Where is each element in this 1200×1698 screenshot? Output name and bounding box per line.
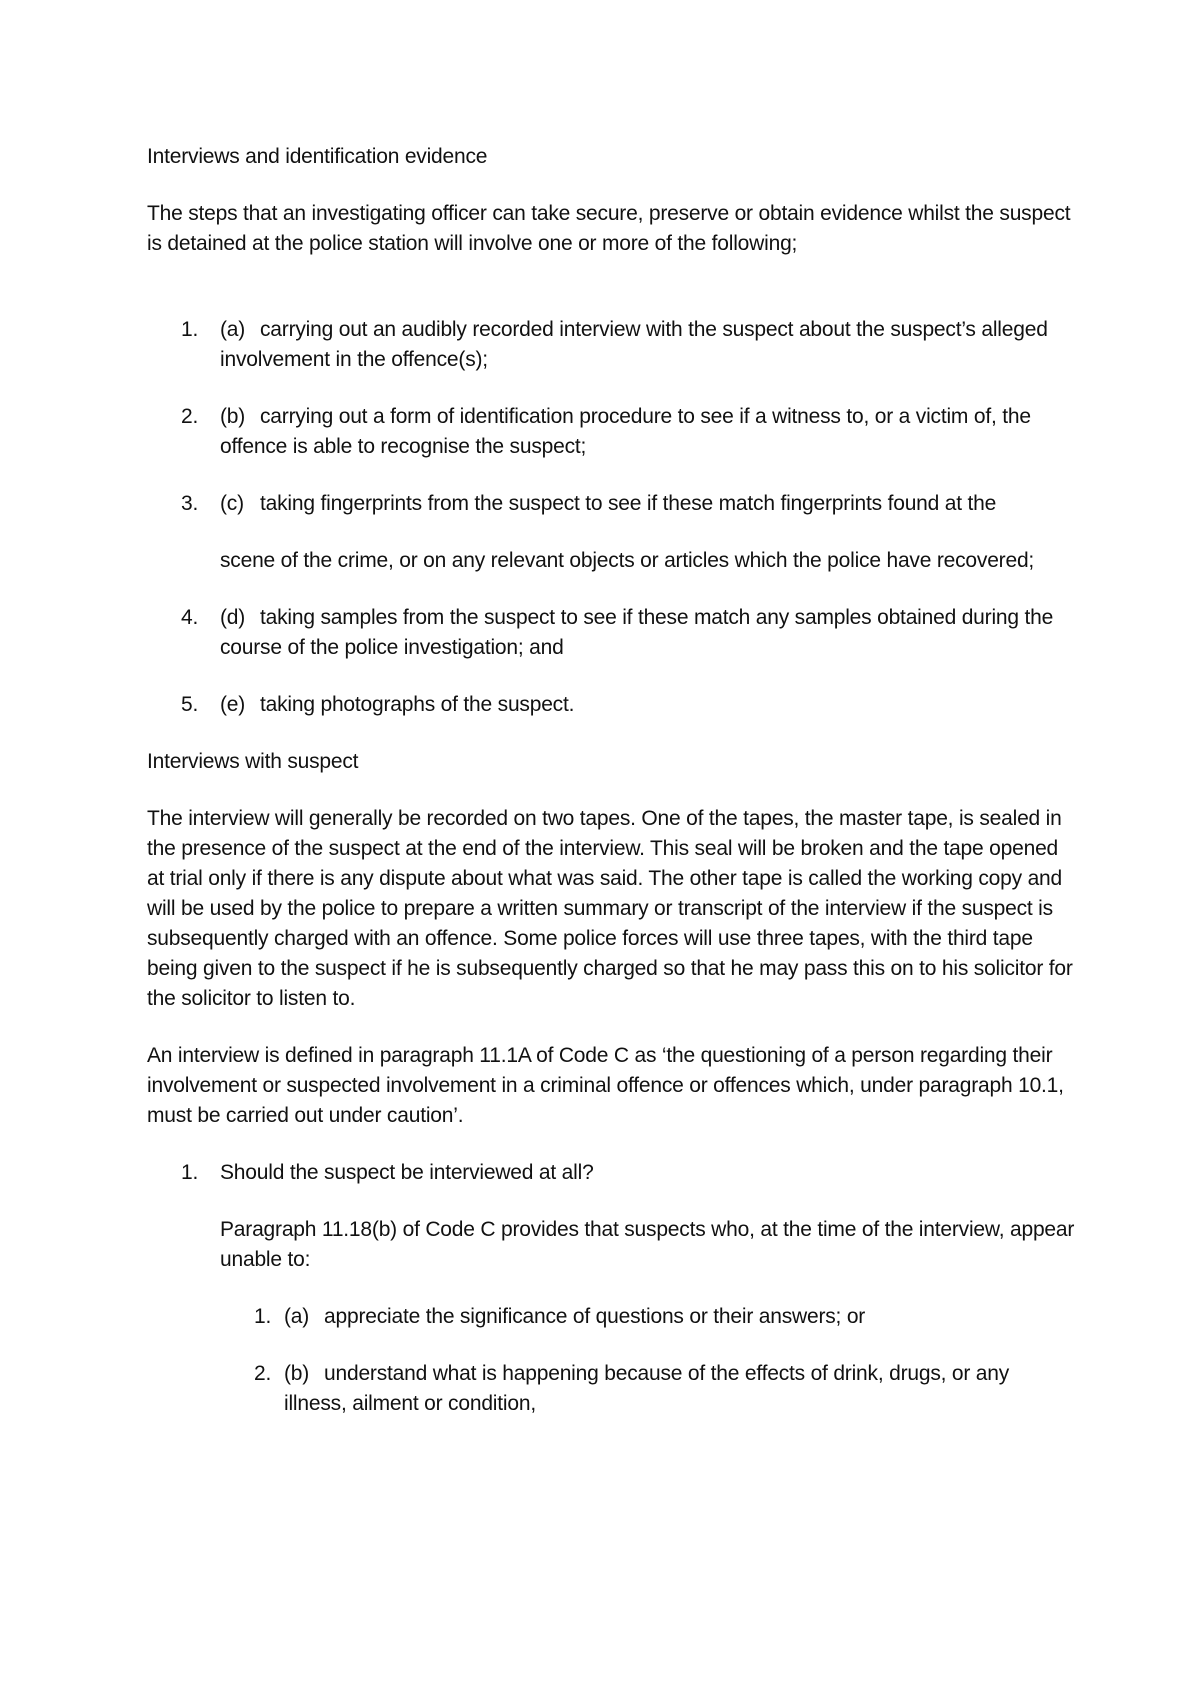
evidence-steps-list [147,315,1077,720]
list-text: taking samples from the suspect to see if these match any samples obtained during the course of the police investigation; and [220,606,1054,659]
list-number: 4. [181,606,199,629]
list-number: 1. [181,1161,199,1184]
section-heading-interviews: Interviews with suspect [147,750,359,773]
condition-sublist [220,1302,1077,1419]
sublist-number: 1. [254,1305,272,1328]
list-item [147,1158,1077,1419]
list-letter: (d) [220,606,246,629]
sublist-item [220,1359,1077,1419]
definition-paragraph: An interview is defined in paragraph 11.1A of Code C as ‘the questioning of a person regarding their involvement or suspected involvement in a criminal offence or offences which, under paragraph 10.1, must be carried out under caution’. [147,1044,1064,1127]
list-letter: (b) [220,405,246,428]
list-number: 1. [181,318,199,341]
sublist-letter: (b) [284,1362,310,1385]
list-text: carrying out an audibly recorded interview with the suspect about the suspect’s alleged involvement in the offence(s); [220,318,1048,371]
document-page [147,142,1077,1446]
question-text: Should the suspect be interviewed at all? [220,1161,594,1184]
sublist-number: 2. [254,1362,272,1385]
sublist-letter: (a) [284,1305,310,1328]
list-item [147,690,1077,720]
sublist-text: appreciate the significance of questions or their answers; or [324,1305,866,1328]
list-letter: (c) [220,492,244,515]
list-number: 3. [181,492,199,515]
document-title: Interviews and identification evidence [147,145,488,168]
list-text: carrying out a form of identification procedure to see if a witness to, or a victim of, the offence is able to recognise the suspect; [220,405,1031,458]
list-text: taking photographs of the suspect. [260,693,575,716]
list-letter: (a) [220,318,246,341]
list-number: 2. [181,405,199,428]
sublist-item [220,1302,1077,1332]
list-item [147,315,1077,375]
question-list [147,1158,1077,1419]
list-item [147,402,1077,462]
list-letter: (e) [220,693,246,716]
list-number: 5. [181,693,199,716]
list-text: taking fingerprints from the suspect to see if these match fingerprints found at the [260,492,997,515]
list-item [147,603,1077,663]
intro-paragraph: The steps that an investigating officer can take secure, preserve or obtain evidence whilst the suspect is detained at the police station will involve one or more of the following; [147,202,1071,255]
list-item-continuation: scene of the crime, or on any relevant objects or articles which the police have recovered; [220,549,1035,572]
sublist-text: understand what is happening because of the effects of drink, drugs, or any illness, ailment or condition, [284,1362,1010,1415]
list-item [147,489,1077,576]
tapes-paragraph: The interview will generally be recorded on two tapes. One of the tapes, the master tape, is sealed in the presence of the suspect at the end of the interview. This seal will be broken and the tape opened at trial only if there is any dispute about what was said. The other tape is called the working copy and will be used by the police to prepare a written summary or transcript of the interview if the suspect is subsequently charged with an offence. Some police forces will use three tapes, with the third tape being given to the suspect if he is subsequently charged so that he may pass this on to his solicitor for the solicitor to listen to. [147,807,1073,1010]
question-body: Paragraph 11.18(b) of Code C provides that suspects who, at the time of the interview, appear unable to: [220,1218,1075,1271]
